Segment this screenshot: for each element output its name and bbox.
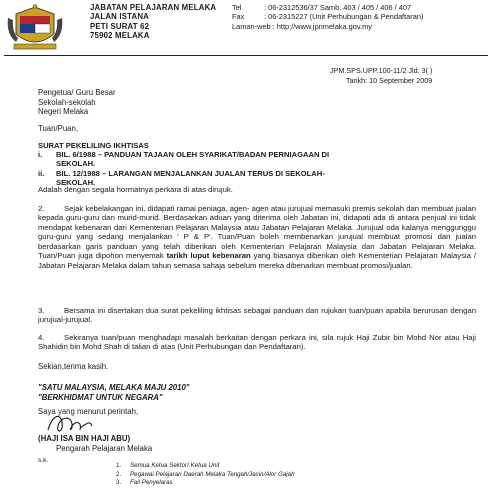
reference-number: JPM.SPS.UPP.100-11/2 Jld. 3( ) (330, 66, 433, 75)
subject-item-text: BIL. 12/1988 – LARANGAN MENJALANKAN JUALAN TERUS DI SEKOLAH- (56, 168, 325, 178)
reference-block (330, 66, 432, 85)
paragraph-number: 2. (38, 204, 45, 213)
tel-line (232, 3, 423, 12)
addressee-line: Negeri Melaka (38, 107, 89, 117)
cc-item-text: Pegawai Pelajaran Daerah Melaka Tengah/Jasin/Alor Gajah (130, 470, 295, 478)
paragraph-number: 4. (38, 333, 45, 342)
closing-thanks: Sekian,terima kasih. (38, 362, 109, 371)
addressee-line: Sekolah-sekolah (38, 97, 96, 107)
fax-label: Fax (232, 12, 245, 22)
slogans (38, 383, 190, 402)
paragraph-2 (38, 204, 476, 270)
org-line: PETI SURAT 62 (90, 21, 150, 31)
paragraph-number: 3. (38, 306, 45, 315)
org-line: JABATAN PELAJARAN MELAKA (90, 3, 217, 12)
cc-item (116, 471, 295, 480)
cc-list (116, 462, 295, 488)
signatory-title: Pengarah Pelajaran Melaka (56, 443, 153, 453)
subject-item-number: i. (38, 150, 43, 160)
paragraph-text: Bersama ini disertakan dua surat pekeliling ikhtisas sebagai panduan dan rujukan tuan/puan apabila berurusan dengan jurujual-jurujual. (38, 306, 476, 325)
paragraph-4 (38, 333, 476, 352)
subject-item-continuation: SEKOLAH. (56, 177, 96, 187)
subject-item (38, 150, 329, 159)
website: Laman-web : http://www.jpnmelaka.gov.my (232, 21, 372, 31)
cc-item-text: Semua Ketua Sektor/ Ketua Unit (130, 462, 220, 469)
slogan-line: "SATU MALAYSIA, MELAKA MAJU 2010" (38, 383, 190, 392)
cc-item (116, 479, 295, 488)
cc-item-text: Fail Penyelaras (130, 479, 173, 487)
closing-order: Saya yang menurut perintah, (38, 407, 139, 416)
letter-date: Tarikh: 10 September 2009 (346, 75, 433, 85)
paragraph-emphasis: tarikh luput kebenaran (166, 251, 251, 261)
subject-item-text: BIL. 6/1988 – PANDUAN TAJAAN OLEH SYARIKAT/BADAN PERNIAGAAN DI (56, 150, 330, 160)
paragraph-text: yang biasanya diberikan oleh Kementerian Pelajaran Malaysia / Jabatan Pelajaran Melaka dalam tahun semasa sahaja sebelum mereka dibenarkan membuat promosi/jualan. (38, 251, 476, 270)
salutation: Tuan/Puan, (38, 124, 79, 133)
subject-item (38, 169, 329, 178)
cc-item-number: 3. (116, 479, 122, 487)
malaysia-coat-of-arms-icon (4, 4, 66, 54)
tel-value: : 06-2312536/37 Samb. 403 / 405 / 406 / 407 (264, 3, 412, 12)
paragraph-3 (38, 306, 476, 325)
fax-line (232, 12, 423, 21)
org-line: JALAN ISTANA (90, 12, 149, 22)
organization-address (90, 3, 216, 41)
cc-item-number: 2. (116, 470, 122, 478)
subject-block (38, 141, 329, 187)
subject-item-number: ii. (38, 168, 45, 178)
cc-item (116, 462, 295, 471)
contact-info (232, 3, 423, 31)
subject-item-continuation: SEKOLAH. (56, 159, 96, 169)
paragraph-text: Sejak kebelakangan ini, didapati ramai peniaga, agen- agen atau jurujual memasuki premis sekolah dan membuat jualan kepada guru-guru dan murid-murid. Berdasarkan aduan yang diterima oleh Jabatan ini, didapati ada di antara penjual ini tidak mendapat kebenaran dari Kementerian Pelajaran Malaysia atau Jabatan Pelajaran Melaka. Jurujual oda kalanya menggunggu guru-guru yang sedang menjalankan ' P & P'. Tuan/Puan boleh membenarkan jurujual membuat promosi dan jualan berdasarkan garis panduan yang telah diberikan oleh Kementerian Pelajaran Malaysia dan Jabatan Pelajaran Melaka. Tuan/Puan juga dipohon menyemak (38, 204, 476, 261)
cc-label: s.k. (38, 457, 49, 464)
addressee (38, 88, 116, 117)
header-divider (4, 55, 488, 56)
slogan-line: "BERKHIDMAT UNTUK NEGARA" (38, 392, 163, 402)
addressee-line: Pengetua/ Guru Besar (38, 88, 116, 97)
org-line: 75902 MELAKA (90, 31, 150, 41)
signatory-name: (HAJI ISA BIN HAJI ABU) (38, 434, 131, 443)
tel-label: Tel (232, 3, 242, 12)
fax-value: : 06-2315227 (Unit Perhubungan & Pendaftaran) (264, 12, 424, 22)
cc-item-number: 1. (116, 462, 122, 469)
paragraph-text: Sekiranya tuan/puan menghadapi masalah berkaitan dengan perkara ini, sila rujuk Haji Zubir bin Mohd Nor atau Haji Shahidin bin Mohd Shah di talian di atas (Unit Perhubungan dan Pendaftaran). (38, 333, 476, 352)
intro-paragraph: Adalah dengan segala hormatnya perkara di atas dirujuk. (38, 185, 233, 194)
subject-title: SURAT PEKELILING IKHTISAS (38, 141, 149, 150)
signatory (38, 434, 152, 453)
